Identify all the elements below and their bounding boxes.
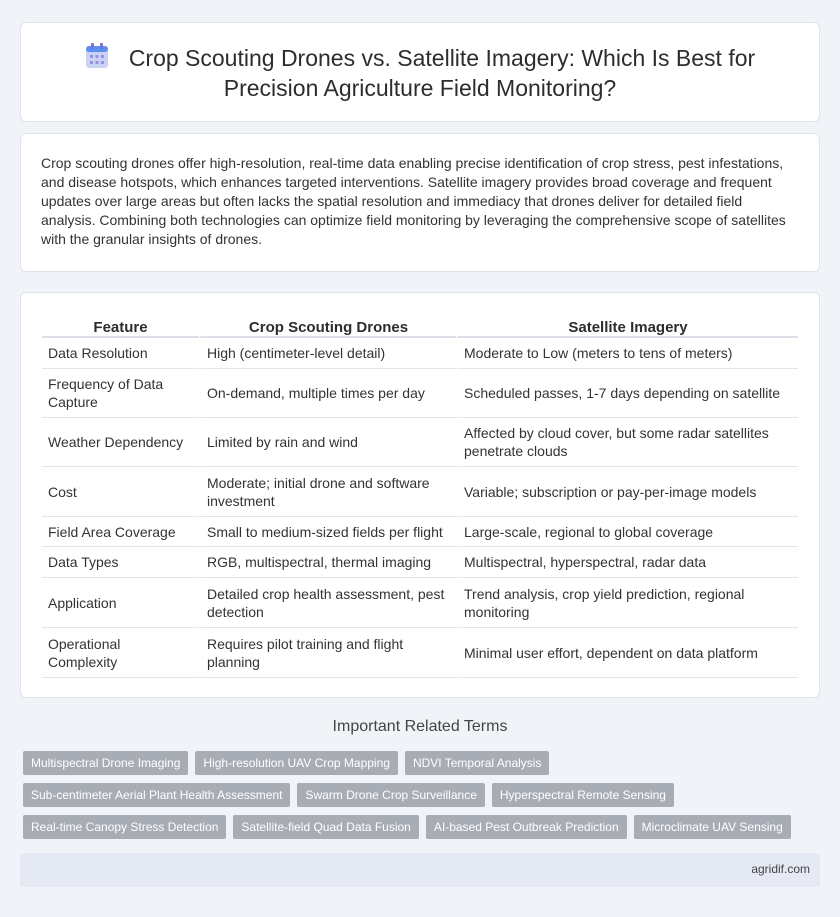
related-term-tag[interactable]: Multispectral Drone Imaging (23, 751, 188, 775)
table-cell: Affected by cloud cover, but some radar satellites penetrate clouds (456, 418, 798, 467)
summary-card (20, 133, 820, 272)
table-cell: Application (42, 578, 199, 628)
table-row (42, 517, 798, 547)
related-term-tag[interactable]: Hyperspectral Remote Sensing (492, 783, 674, 807)
tag-row (23, 783, 823, 807)
related-term-tag[interactable]: Sub-centimeter Aerial Plant Health Assessment (23, 783, 290, 807)
related-terms-heading: Important Related Terms (332, 718, 508, 735)
table-cell: Weather Dependency (42, 418, 199, 467)
related-term-tag[interactable]: Real-time Canopy Stress Detection (23, 815, 226, 839)
related-term-tag[interactable]: AI-based Pest Outbreak Prediction (426, 815, 627, 839)
table-cell: High (centimeter-level detail) (199, 338, 456, 369)
table-cell: Requires pilot training and flight planning (199, 628, 456, 678)
header-drones: Crop Scouting Drones (199, 313, 456, 338)
table-cell: Detailed crop health assessment, pest detection (199, 578, 456, 628)
table-cell: On-demand, multiple times per day (199, 369, 456, 418)
comparison-table (42, 313, 798, 678)
related-term-tag[interactable]: NDVI Temporal Analysis (405, 751, 550, 775)
table-header-row (42, 313, 798, 338)
page-title (21, 43, 819, 103)
table-cell: Moderate; initial drone and software investment (199, 467, 456, 517)
table-cell: Frequency of Data Capture (42, 369, 199, 418)
table-cell: Data Types (42, 547, 199, 578)
table-cell: Multispectral, hyperspectral, radar data (456, 547, 798, 578)
table-cell: Variable; subscription or pay-per-image models (456, 467, 798, 517)
table-cell: Data Resolution (42, 338, 199, 369)
tag-row (23, 815, 823, 839)
tag-row (23, 751, 823, 775)
table-cell: Limited by rain and wind (199, 418, 456, 467)
summary-paragraph: Crop scouting drones offer high-resolution, real-time data enabling precise identification of crop stress, pest infestations, and disease hotspots, which enhances targeted interventions. Satellite imagery provides broad coverage and frequent updates over large areas but often lacks the spatial resolution and immediacy that drones deliver for detailed field analysis. Combining both technologies can optimize field monitoring by leveraging the comprehensive scope of satellites with the granular insights of drones. (41, 155, 786, 247)
table-cell: Cost (42, 467, 199, 517)
title-card (20, 22, 820, 122)
table-cell: Minimal user effort, dependent on data platform (456, 628, 798, 678)
table-cell: Trend analysis, crop yield prediction, regional monitoring (456, 578, 798, 628)
table-row (42, 467, 798, 517)
table-cell: Large-scale, regional to global coverage (456, 517, 798, 547)
related-term-tag[interactable]: Microclimate UAV Sensing (634, 815, 791, 839)
table-cell: Field Area Coverage (42, 517, 199, 547)
calendar-icon (85, 43, 109, 69)
header-feature: Feature (42, 313, 199, 338)
footer-site-link[interactable]: agridif.com (751, 862, 810, 876)
table-row (42, 578, 798, 628)
table-row (42, 418, 798, 467)
table-row (42, 547, 798, 578)
title-line-1: Crop Scouting Drones vs. Satellite Imagery: Which Is Best for (128, 45, 756, 71)
table-cell: Operational Complexity (42, 628, 199, 678)
table-cell: Small to medium-sized fields per flight (199, 517, 456, 547)
table-cell: Scheduled passes, 1-7 days depending on satellite (456, 369, 798, 418)
table-row (42, 369, 798, 418)
header-satellite: Satellite Imagery (456, 313, 798, 338)
related-terms-list (23, 751, 823, 847)
related-term-tag[interactable]: High-resolution UAV Crop Mapping (195, 751, 398, 775)
comparison-table-card (20, 292, 820, 698)
table-cell: Moderate to Low (meters to tens of meters) (456, 338, 798, 369)
table-row (42, 628, 798, 678)
table-cell: RGB, multispectral, thermal imaging (199, 547, 456, 578)
title-line-2: Precision Agriculture Field Monitoring? (223, 75, 617, 101)
table-row (42, 338, 798, 369)
footer-bar (20, 853, 820, 887)
related-term-tag[interactable]: Satellite-field Quad Data Fusion (233, 815, 418, 839)
related-term-tag[interactable]: Swarm Drone Crop Surveillance (297, 783, 484, 807)
